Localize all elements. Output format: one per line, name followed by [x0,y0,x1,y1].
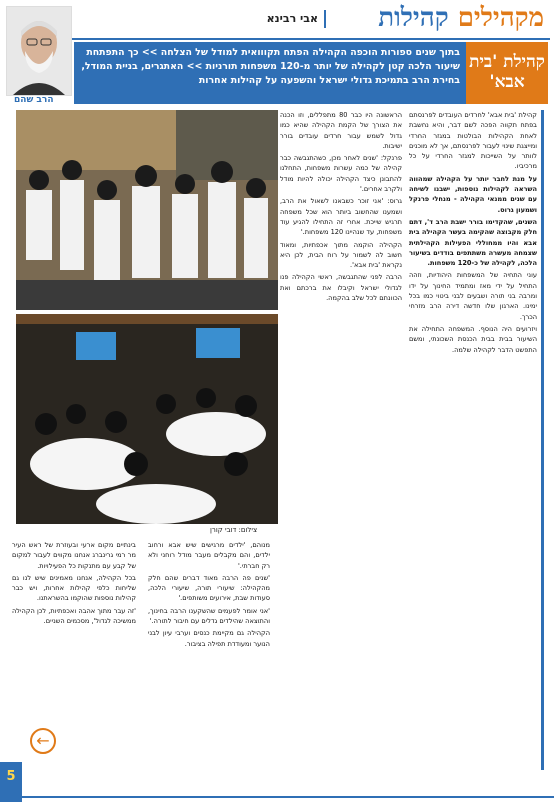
text-column-1 [409,110,544,770]
hall-photo-icon [16,314,278,524]
paragraph: 'זה עבר מתוך אהבה ואכפתיות, לכן הקהילה ממשיכה לגדול', מסכמים השניים. [12,606,136,626]
header-separator [324,10,326,28]
paragraph: 'שנים פה הרבה מאוד דברים שהם חלק מהקהילה: שיעורי תורה, שיעורי הלכה, סעודות שבת, אירועים משותפים.' [148,573,270,603]
author-name-caption: הרב שהם [14,95,54,105]
text-column-3 [148,540,270,780]
page-number: 5 [0,762,22,802]
text-column-4 [12,540,136,760]
article-subheadline: בתוך שנים ספורות הוכפה הקהילה הפתח תקווואית למודל של הצלחה >> כך התפתחת שיעור הלכה קטן לקהילה של יותר מ-120 משפחות תורניות >> האתגרים, בניית המודל, בחירת הרב בתמיכת גדולי ישראל והשפעה על קהילות אחרות [81,47,460,86]
author-byline: אבי רבינא [266,12,318,25]
paragraph: הקהילה הוקמה מתוך אכפתיות, ומאוד חשוב לה לשמור על רוח הבית, לכן היא נקראת 'בית אבא'. [280,240,402,270]
bottom-rule [22,796,554,798]
paragraph: 'אני אומר לפעמים שהשקענו הרבה בחינוך, והתוצאה שהילדים גדלים עם חיבור לתורה.' [148,606,270,626]
page-header [6,0,550,40]
text-column-2 [280,110,402,700]
paragraph: ויזרועים היה הנוסף. המשפחה התחילה את השיעור בבית בבית הכנסת השכונתי, ומשם התפשט הדבר לקהילה שלמה. [409,324,537,354]
paragraph: הקהילה גם מקיימת כנסים וערבי עיון לבני הנוער ומעודדת תפילה בציבור. [148,629,270,648]
paragraph: קהילת 'בית אבא' לחרדים העובדים לפרנסתם בפתח תקווה הפכה לשם דבר, והיא נחשבת לאחת הקהילות הבולטות במגזר החרדי ומייצגת שינוי לעבור לפרנסתם, אך לא מוכנים לוותר על השייכות למגזר החרדי על כל מרכיביו. [409,111,537,171]
paragraph: בכל הקהילה, אנחנו מאמינים שיש לנו גם שליחות כלפי קהילות אחרות, ויש כבר קהילות נוספות שהוקמו בהשראתנו. [12,573,136,603]
continue-arrow-icon[interactable]: ← [30,728,56,754]
column-masthead [378,2,544,34]
paragraph: בינתיים מקום ארעי ובעוזרת של ראש העיר מר רמי גרינברג אנחנו מקווים לעבור למקום של קבע עם מתנקות כל הפעילויות. [12,541,136,570]
paragraph: הרבה לפני שהתגבשה, ראשי הקהילה פנו לגדולי ישראל וקיבלו את ברכתם ואת הכוונתם לכל שלב בהקמה. [280,273,402,303]
event-photo-hall [16,314,278,524]
event-photo-street [16,110,278,310]
masthead-part-1: מקהילים [457,3,544,33]
paragraph-bold: על מנת לחבר יותר על הקהילה שמהווה השראה לקהילות נוספות, ישבנו לשיחה עם שנים ממנאי הקהילה - מנחלי פרנקל ושמעון גרוס. [409,174,537,214]
paragraph: עוני התחיה של המשפחות היהודיות, וזהה התחיל על ידי מאז ומתמיד החינוך על ידו ומרבה בני תורה ושבעים לבני ביטוי כמו בכל ימינו. הארגון שלו חדשה דירה הרב מזרחי הכרך. [409,271,537,321]
crowd-photo-icon [16,110,278,310]
photo-credit: צילום: דובי קורן [210,526,258,534]
paragraph: פרנקל: 'שנים לאחר מכן, כשהתגבשה כבר קהילה של כמה עשרות משפחות, התחלנו להתבונן כיצד הקהילה יכולה להיות מודל ולקרב אחרים.' [280,154,402,194]
paragraph: גרוס: 'אני זוכר כשבאנו לשאול את הרב, ושמענו שהחשוב ביותר הוא שכל משפחה תרגיש שייכת. אחרי זה התחילו להגיע עוד משפחות, עד שנהיינו 120 משפחות.' [280,197,402,237]
paragraph: מנוהם, 'ילדים מרגישים שיש אבא ורחוב ילדים, והם מקבלים מעבר מודל רוחני ולא רק חברתי.' [148,541,270,570]
article-banner [74,42,548,104]
masthead-part-2: קהילות [378,3,449,33]
paragraph-bold: השנים, שהקדימו בורר ישבת הרב ד', דתם חלק מקבוצה שהקימה בעשר הקהילה בית אבא והיו ממחוללי הפעילות הקהילתית שצמחה מעשרה משתתפים בודדים בשיעור הלכה, לקהילה של כ-120 משפחות. [409,217,537,268]
portrait-icon [7,7,71,95]
author-photo [6,6,72,96]
community-name-box: קהילת 'בית אבא' [466,42,548,104]
paragraph: הראשונה היו כבר 80 מתפללים, וזו הכנה את הצורך של הקמת הקהילה שהיא כמו גדול לשמש עבור חרדים עובדים בורר ישיבות. [280,111,402,150]
